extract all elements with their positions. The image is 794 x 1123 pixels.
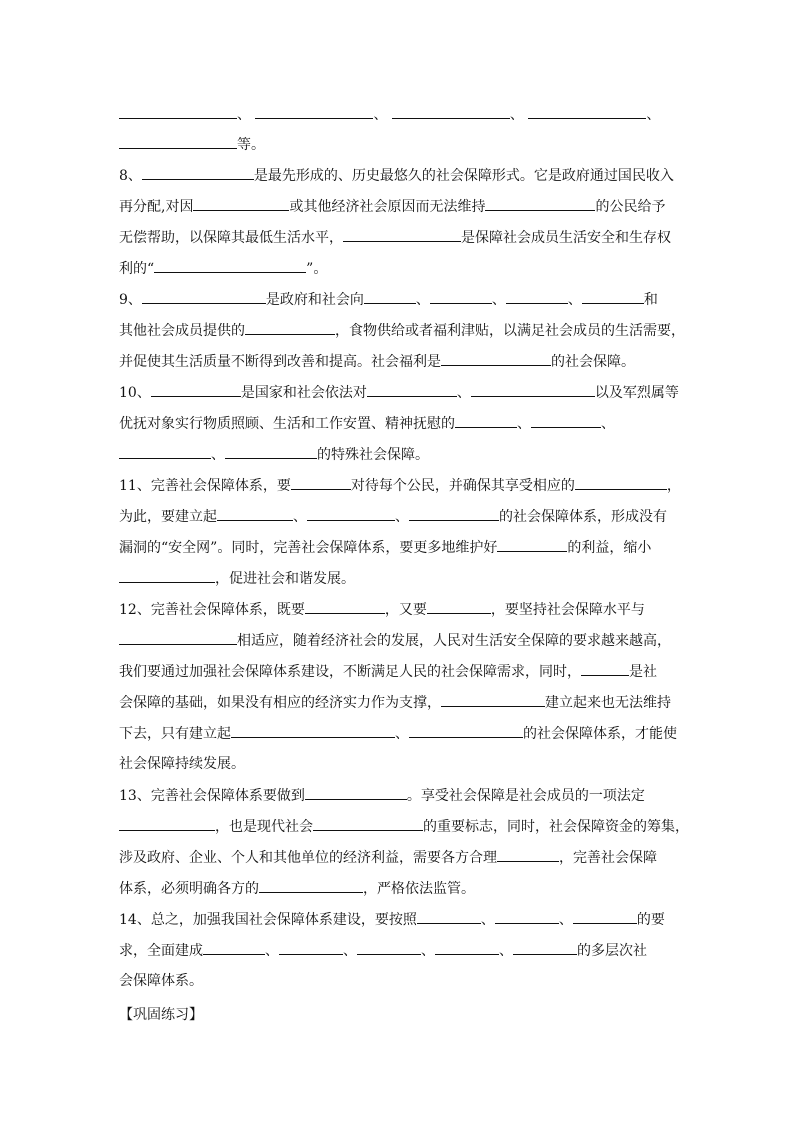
fill-blank[interactable] <box>154 257 306 273</box>
text-run: 相适应，随着经济社会的发展，人民对生活安全保障的要求越来越高， <box>237 633 671 649</box>
fill-blank[interactable] <box>291 474 351 490</box>
fill-blank[interactable] <box>528 103 646 119</box>
question-13-line-3 <box>119 846 679 868</box>
fill-blank[interactable] <box>357 939 421 955</box>
fill-blank[interactable] <box>430 288 492 304</box>
question-10-line-3 <box>119 443 679 465</box>
text-run: 、 <box>395 726 409 742</box>
fill-blank[interactable] <box>193 195 289 211</box>
text-run: 、 <box>646 107 661 123</box>
fill-blank[interactable] <box>343 226 461 242</box>
text-run: 、 <box>265 943 279 959</box>
text-run: 建立起来也无法维持 <box>545 695 671 711</box>
fill-blank[interactable] <box>119 103 237 119</box>
fill-blank[interactable] <box>231 722 395 738</box>
text-run: 的社会保障体系，形成没有 <box>499 509 667 525</box>
fill-blank[interactable] <box>279 939 343 955</box>
question-number: 10、 <box>119 385 151 401</box>
text-run: 是保障社会成员生活安全和生存权 <box>461 230 671 246</box>
question-12-line-5 <box>119 722 679 744</box>
text-run: ，又要 <box>384 602 427 618</box>
section-heading-text: 【巩固练习】 <box>119 1007 203 1023</box>
question-8-line-1 <box>119 164 679 186</box>
question-10-line-1 <box>119 381 679 403</box>
text-run: 、 <box>558 912 573 928</box>
text-run: 、 <box>567 292 582 308</box>
fill-blank[interactable] <box>455 412 517 428</box>
question-8-line-3 <box>119 226 679 248</box>
text-run: 11、完善社会保障体系，要 <box>119 478 291 494</box>
question-9-line-3 <box>119 350 679 372</box>
question-13-line-1 <box>119 784 679 806</box>
text-run: ，严格依法监管。 <box>363 881 475 897</box>
text-run: 以及军烈属等 <box>594 385 679 401</box>
fill-blank[interactable] <box>142 164 254 180</box>
fill-blank[interactable] <box>581 660 629 676</box>
text-run: 优抚对象实行物质照顾、生活和工作安置、精神抚慰的 <box>119 416 455 432</box>
question-10-line-2 <box>119 412 679 434</box>
fill-blank[interactable] <box>119 567 215 583</box>
text-run: 我们要通过加强社会保障体系建设，不断满足人民的社会保障需求，同时， <box>119 664 581 680</box>
text-run: 的社会保障体系，才能使 <box>523 726 677 742</box>
fill-blank[interactable] <box>471 381 595 397</box>
text-run: 的多层次社 <box>577 943 647 959</box>
fill-blank[interactable] <box>203 939 265 955</box>
fill-blank[interactable] <box>435 939 499 955</box>
fill-blank[interactable] <box>142 288 266 304</box>
fill-blank[interactable] <box>497 536 567 552</box>
text-run: 利的“ <box>119 261 155 277</box>
text-run: 、 <box>211 447 225 463</box>
text-run: 的公民给予 <box>595 199 666 215</box>
fill-blank[interactable] <box>497 846 559 862</box>
text-run: 为此，要建立起 <box>119 509 217 525</box>
fill-blank[interactable] <box>151 381 241 397</box>
text-run: 是最先形成的、历史最悠久的社会保障形式。它是政府通过国民收入 <box>253 168 674 184</box>
text-run: 是政府和社会向 <box>265 292 364 308</box>
text-run: ，食物供给或者福利津贴，以满足社会成员的生活需要， <box>335 323 685 339</box>
fill-blank[interactable] <box>119 815 215 831</box>
fill-blank[interactable] <box>582 288 644 304</box>
fill-blank[interactable] <box>506 288 568 304</box>
text-run: 、 <box>293 509 307 525</box>
text-run: 的特殊社会保障。 <box>317 447 429 463</box>
fill-blank[interactable] <box>531 412 601 428</box>
text-run: 体系，必须明确各方的 <box>119 881 259 897</box>
fill-blank[interactable] <box>409 505 499 521</box>
text-run: 无偿帮助，以保障其最低生活水平， <box>119 230 343 246</box>
fill-blank[interactable] <box>495 908 559 924</box>
text-run: 等。 <box>237 137 265 153</box>
fill-blank[interactable] <box>392 103 510 119</box>
text-run: 的利益，缩小 <box>567 540 652 556</box>
text-run: ”。 <box>306 261 328 277</box>
text-run: 会保障的基础，如果没有相应的经济实力作为支撑， <box>119 695 441 711</box>
question-number: 8、 <box>119 168 142 184</box>
fill-blank[interactable] <box>364 288 416 304</box>
text-run: 的重要标志，同时，社会保障资金的筹集， <box>423 819 689 835</box>
text-run: ，完善社会保障 <box>559 850 657 866</box>
fill-blank[interactable] <box>305 598 385 614</box>
question-13-line-4 <box>119 877 679 899</box>
fill-blank[interactable] <box>441 691 545 707</box>
fill-blank[interactable] <box>245 319 335 335</box>
text-run: 、 <box>373 107 388 123</box>
text-run: 、 <box>517 416 531 432</box>
question-11-line-4 <box>119 567 679 589</box>
question-14-line-2 <box>119 939 679 961</box>
fill-blank[interactable] <box>217 505 293 521</box>
text-run: 对待每个公民，并确保其享受相应的 <box>350 478 575 494</box>
fill-blank[interactable] <box>255 103 373 119</box>
fill-blank[interactable] <box>305 784 407 800</box>
fill-blank[interactable] <box>119 133 237 149</box>
text-run: 、 <box>491 292 506 308</box>
question-14-line-3 <box>119 970 679 992</box>
question-11-line-3 <box>119 536 679 558</box>
text-run: 的要 <box>636 912 665 928</box>
text-run: 下去，只有建立起 <box>119 726 231 742</box>
text-run: 14、总之，加强我国社会保障体系建设，要按照 <box>119 912 417 928</box>
text-run: 、 <box>509 107 524 123</box>
text-run: 社会保障持续发展。 <box>119 756 245 772</box>
fill-blank[interactable] <box>417 908 481 924</box>
text-run: 。享受社会保障是社会成员的一项法定 <box>406 788 645 804</box>
text-run: 、 <box>601 416 615 432</box>
text-run: 会保障体系。 <box>119 973 203 989</box>
text-run: 、 <box>421 943 435 959</box>
question-8-line-4 <box>119 257 679 279</box>
question-number: 9、 <box>119 292 142 308</box>
fill-blank[interactable] <box>513 939 577 955</box>
question-8-line-2 <box>119 195 679 217</box>
fill-blank[interactable] <box>367 381 457 397</box>
question-12-line-6 <box>119 753 679 775</box>
text-run: 是国家和社会依法对 <box>240 385 367 401</box>
text-run: 、 <box>415 292 430 308</box>
text-run: 、 <box>343 943 357 959</box>
text-run: 、 <box>395 509 409 525</box>
text-run: 涉及政府、企业、个人和其他单位的经济利益，需要各方合理 <box>119 850 497 866</box>
text-run: 、 <box>499 943 513 959</box>
text-line <box>119 103 679 125</box>
fill-blank[interactable] <box>119 443 211 459</box>
text-run: 的社会保障。 <box>551 354 635 370</box>
fill-blank[interactable] <box>485 195 595 211</box>
question-12-line-1 <box>119 598 679 620</box>
fill-blank[interactable] <box>441 350 551 366</box>
text-run: ，要坚持社会保障水平与 <box>490 602 645 618</box>
question-12-line-4 <box>119 691 679 713</box>
fill-blank[interactable] <box>259 877 363 893</box>
fill-blank[interactable] <box>427 598 491 614</box>
question-12-line-3 <box>119 660 679 682</box>
fill-blank[interactable] <box>307 505 395 521</box>
fill-blank[interactable] <box>119 629 237 645</box>
question-11-line-2 <box>119 505 679 527</box>
text-run: 和 <box>643 292 658 308</box>
text-run: 再分配,对因 <box>119 199 194 215</box>
question-12-line-2 <box>119 629 679 651</box>
question-11-line-1 <box>119 474 679 496</box>
text-line <box>119 133 679 155</box>
text-run: ，促进社会和谐发展。 <box>215 571 355 587</box>
text-run: 或其他经济社会原因而无法维持 <box>289 199 486 215</box>
question-9-line-1 <box>119 288 679 310</box>
text-run: 是社 <box>629 664 657 680</box>
text-run: 并促使其生活质量不断得到改善和提高。社会福利是 <box>119 354 441 370</box>
text-run: 其他社会成员提供的 <box>119 323 245 339</box>
text-run: 13、完善社会保障体系要做到 <box>119 788 305 804</box>
text-run: 漏洞的“安全网”。同时，完善社会保障体系，要更多地维护好 <box>119 540 498 556</box>
fill-blank[interactable] <box>573 908 637 924</box>
text-run: ， <box>666 478 681 494</box>
text-run: 、 <box>480 912 495 928</box>
fill-blank[interactable] <box>313 815 423 831</box>
text-run: 、 <box>456 385 471 401</box>
text-run: 求，全面建成 <box>119 943 203 959</box>
text-run: ，也是现代社会 <box>215 819 313 835</box>
text-run: 、 <box>237 107 251 123</box>
fill-blank[interactable] <box>225 443 317 459</box>
fill-blank[interactable] <box>409 722 523 738</box>
fill-blank[interactable] <box>575 474 667 490</box>
question-14-line-1 <box>119 908 679 930</box>
question-13-line-2 <box>119 815 689 837</box>
text-run: 12、完善社会保障体系，既要 <box>119 602 305 618</box>
section-heading <box>119 1004 679 1026</box>
question-9-line-2 <box>119 319 685 341</box>
